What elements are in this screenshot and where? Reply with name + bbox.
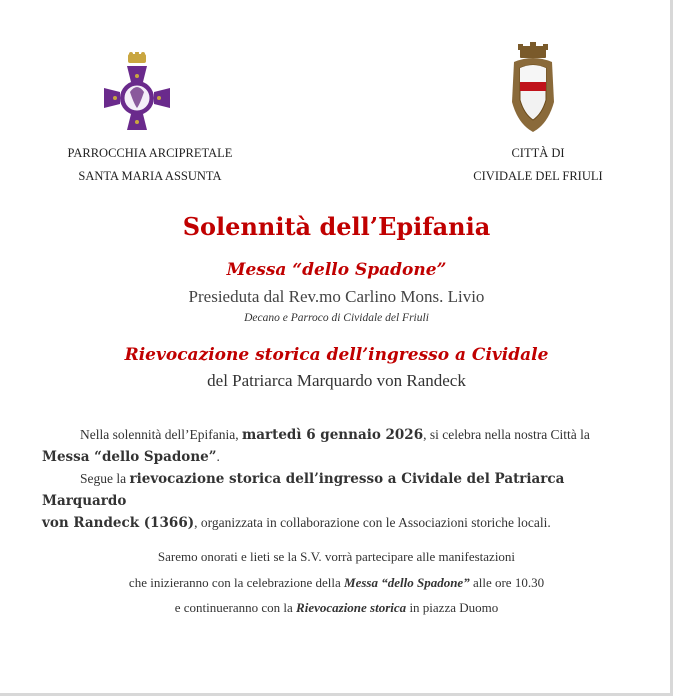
p2-text-b: , organizzata in collaborazione con le Associazioni storiche locali.: [194, 515, 551, 530]
city-name-line2: CIVIDALE DEL FRIULI: [473, 169, 603, 183]
invite-line-2-a: che inizieranno con la celebrazione della: [128, 575, 345, 590]
invite-line-2-b: alle ore 10.30: [469, 575, 545, 590]
parish-emblem-icon: [100, 52, 174, 134]
messa-heading: Messa “dello Spadone”: [226, 260, 447, 280]
invite-line-3-a: e continueranno con la: [174, 600, 297, 615]
p1-text-a: Nella solennità dell’Epifania,: [80, 427, 242, 442]
page-title: Solennità dell’Epifania: [182, 212, 491, 241]
invite-line-1: Saremo onorati e lieti se la S.V. vorrà partecipare alle manifestazioni: [157, 549, 516, 564]
invite-line-3-em: Rievocazione storica: [296, 600, 407, 615]
city-name-line1: CITTÀ DI: [511, 146, 565, 160]
decano-line: Decano e Parroco di Cividale del Friuli: [244, 312, 429, 324]
presided-by-line: Presieduta dal Rev.mo Carlino Mons. Livio: [188, 287, 485, 306]
p1-date: martedì 6 gennaio 2026: [241, 427, 424, 443]
invite-line-2: [0, 575, 673, 591]
invite-line-3-b: in piazza Duomo: [406, 600, 499, 615]
p2-text-a: Segue la: [80, 471, 130, 486]
p2-rievocazione-cont: von Randeck (1366): [42, 515, 195, 531]
p1-messa: Messa “dello Spadone”: [42, 449, 217, 465]
p1-text-b: , si celebra nella nostra Città la: [423, 427, 590, 442]
patriarca-line: del Patriarca Marquardo von Randeck: [207, 371, 466, 390]
body-paragraph-1: [42, 424, 642, 468]
rievocazione-heading: Rievocazione storica dell’ingresso a Cividale: [124, 345, 549, 365]
invite-line-3: [0, 600, 673, 616]
body-paragraph-2: [42, 468, 642, 534]
invite-line-2-em: Messa “dello Spadone”: [344, 575, 470, 590]
parish-name-line2: SANTA MARIA ASSUNTA: [78, 169, 222, 183]
p2-rievocazione: rievocazione storica dell’ingresso a Cividale del Patriarca Marquardo: [42, 471, 565, 509]
p1-dot: .: [216, 449, 220, 464]
parish-name-line1: PARROCCHIA ARCIPRETALE: [67, 146, 233, 160]
city-coat-of-arms-icon: [508, 42, 558, 134]
